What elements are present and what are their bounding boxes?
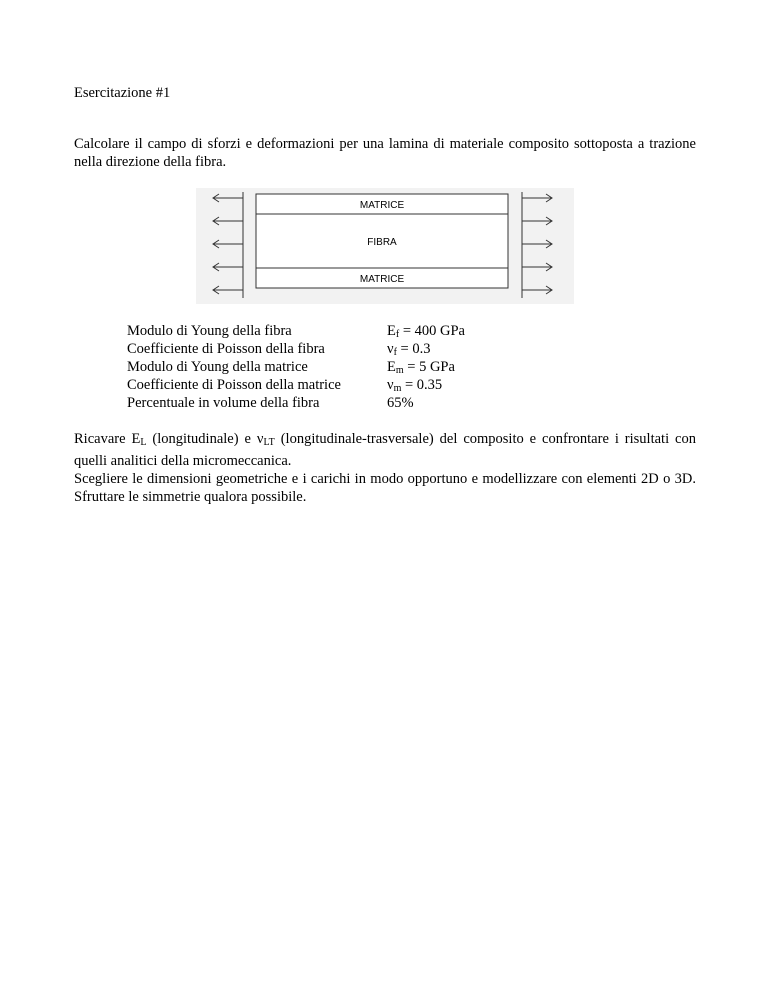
property-label: Coefficiente di Poisson della fibra	[127, 341, 325, 357]
property-label: Coefficiente di Poisson della matrice	[127, 377, 341, 393]
property-row	[127, 340, 465, 358]
bottom-matrix-label: MATRICE	[359, 274, 405, 285]
property-value: 65%	[387, 395, 414, 411]
fiber-label: FIBRA	[367, 237, 397, 248]
property-value: $E_m = 5$ GPa	[387, 359, 455, 376]
exercise-title: Esercitazione #1	[74, 85, 171, 101]
composite-lamina-figure	[196, 188, 574, 304]
material-properties-table	[127, 322, 465, 412]
instructions-paragraph	[74, 430, 696, 506]
property-row	[127, 322, 465, 340]
intro-paragraph: Calcolare il campo di sforzi e deformazioni per una lamina di materiale composito sottoposta a trazione nella direzione della fibra.	[74, 136, 696, 170]
property-row	[127, 394, 465, 412]
top-matrix-label: MATRICE	[359, 200, 405, 211]
property-row	[127, 358, 465, 376]
instruction-results: Ricavare $E_L$ (longitudinale) e $\nu_{LT}$ (longitudinale-trasversale) del composito e confrontare i risultati con quelli analitici della micromeccanica.	[74, 431, 696, 469]
property-value: $\nu_m = 0.35$	[387, 377, 443, 394]
property-row	[127, 376, 465, 394]
property-label: Modulo di Young della fibra	[127, 323, 292, 339]
property-label: Percentuale in volume della fibra	[127, 395, 320, 411]
instruction-modeling: Scegliere le dimensioni geometriche e i carichi in modo opportuno e modellizzare con elementi 2D o 3D. Sfruttare le simmetrie qualora possibile.	[74, 471, 696, 505]
property-label: Modulo di Young della matrice	[127, 359, 308, 375]
property-value: $\nu_f = 0.3$	[387, 341, 431, 358]
property-value: $E_f = 400$ GPa	[387, 323, 465, 340]
